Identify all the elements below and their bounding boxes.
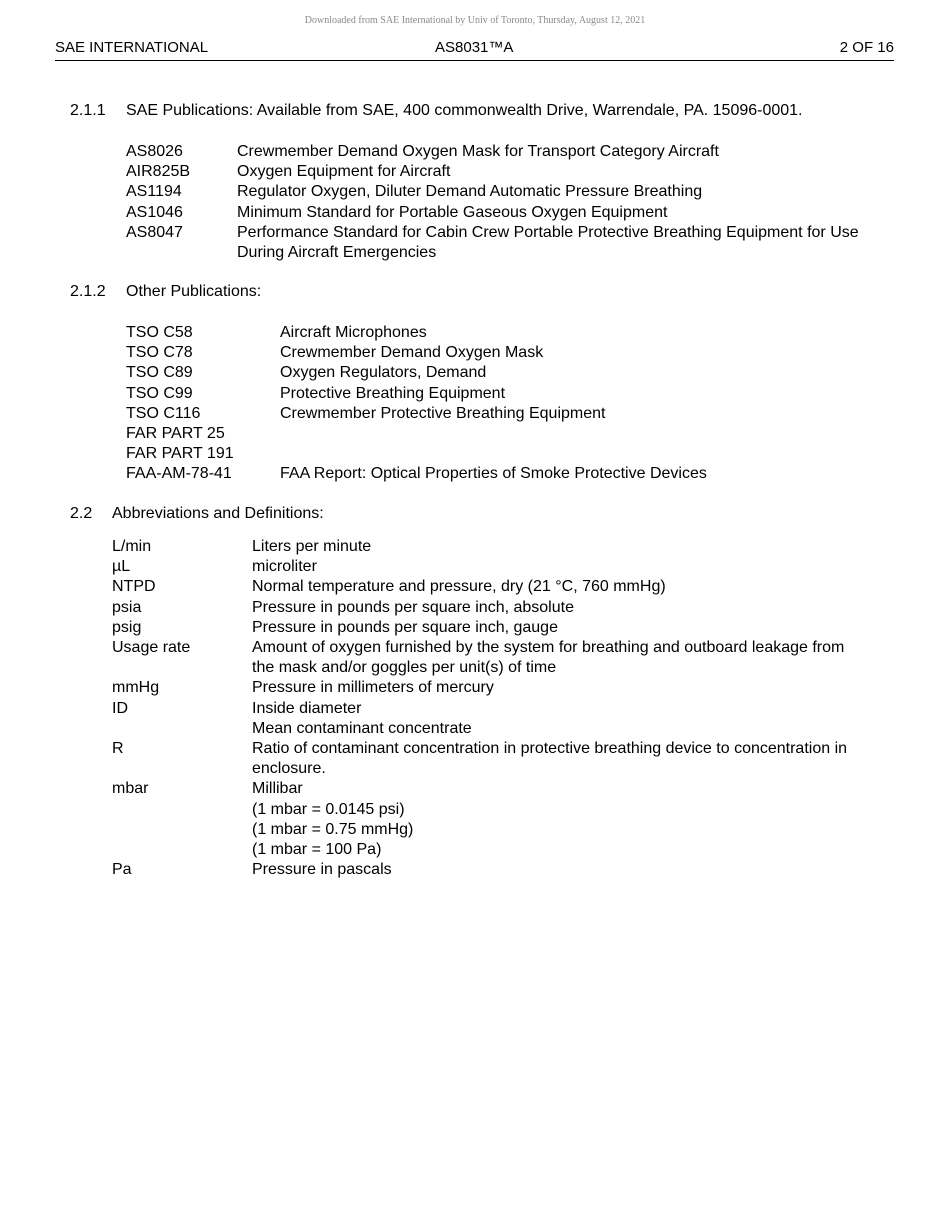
publication-code: TSO C89: [126, 364, 193, 382]
publication-title: Crewmember Protective Breathing Equipment: [280, 404, 606, 422]
publication-code: FAA-AM-78-41: [126, 465, 232, 483]
sae-publications-list: [126, 142, 866, 263]
definition-row: [112, 618, 868, 638]
list-item: [126, 424, 866, 444]
list-item: [126, 223, 866, 263]
abbreviation-definition: Inside diameter: [252, 699, 362, 717]
publication-title: Crewmember Demand Oxygen Mask: [280, 344, 544, 362]
definition-row: [112, 638, 868, 678]
page-header: [55, 38, 894, 61]
list-item: [126, 363, 866, 383]
abbreviation-term: mmHg: [112, 679, 160, 697]
abbreviation-term: NTPD: [112, 578, 156, 596]
list-item: [126, 444, 866, 464]
definition-row: [112, 577, 868, 597]
abbreviation-term: Usage rate: [112, 639, 191, 657]
abbreviation-definition: Ratio of contaminant concentration in protective breathing device to concentration in enclosure.: [252, 740, 848, 778]
other-publications-list: [126, 323, 866, 485]
publication-code: TSO C99: [126, 384, 193, 402]
abbreviation-definition: Normal temperature and pressure, dry (21 °C, 760 mmHg): [252, 578, 666, 596]
abbreviation-term: ID: [112, 699, 128, 717]
list-item: [126, 384, 866, 404]
section-title: SAE Publications: Available from SAE, 400 commonwealth Drive, Warrendale, PA. 15096-0001.: [126, 102, 803, 119]
abbreviation-definition: Liters per minute: [252, 538, 372, 555]
abbreviation-term: mbar: [112, 780, 149, 798]
abbreviation-definition: Mean contaminant concentrate: [252, 719, 472, 737]
publication-code: AS8026: [126, 143, 183, 160]
abbreviation-definition: Amount of oxygen furnished by the system for breathing and outboard leakage from the mask and/or goggles per unit(s) of time: [252, 639, 845, 677]
section-number: 2.1.1: [70, 102, 106, 119]
section-number: 2.1.2: [70, 283, 106, 300]
list-item: [126, 142, 866, 162]
abbreviation-term: psig: [112, 618, 142, 636]
section-title: Abbreviations and Definitions:: [112, 505, 324, 522]
publication-code: FAR PART 25: [126, 425, 225, 443]
definition-row: [112, 537, 868, 557]
abbreviation-term: Pa: [112, 861, 132, 879]
header-organization: SAE INTERNATIONAL: [55, 39, 209, 56]
definition-row: [112, 840, 868, 860]
publication-title: Aircraft Microphones: [280, 324, 427, 341]
definition-row: [112, 678, 868, 698]
publication-code: AS1194: [126, 183, 182, 201]
publication-code: AIR825B: [126, 163, 191, 181]
abbreviation-definition: Pressure in millimeters of mercury: [252, 679, 494, 697]
section-number: 2.2: [70, 505, 93, 522]
list-item: [126, 464, 866, 484]
abbreviation-term: L/min: [112, 538, 152, 555]
abbreviation-definition: Pressure in pounds per square inch, gauge: [252, 618, 558, 636]
definition-row: [112, 719, 868, 739]
publication-code: TSO C116: [126, 404, 201, 422]
publication-code: TSO C78: [126, 344, 193, 362]
section-title: Other Publications:: [126, 283, 262, 300]
publication-title: Oxygen Equipment for Aircraft: [237, 163, 451, 181]
definition-row: [112, 800, 868, 820]
definition-row: [112, 820, 868, 840]
publication-code: AS8047: [126, 223, 183, 241]
abbreviation-definition: Pressure in pascals: [252, 861, 392, 879]
publication-title: Performance Standard for Cabin Crew Portable Protective Breathing Equipment for Use During Aircraft Emergencies: [237, 223, 859, 262]
publication-code: TSO C58: [126, 324, 193, 341]
abbreviation-term: psia: [112, 598, 142, 616]
definition-row: [112, 699, 868, 719]
list-item: [126, 182, 866, 202]
definition-row: [112, 557, 868, 577]
list-item: [126, 323, 866, 343]
abbreviation-definition: (1 mbar = 100 Pa): [252, 841, 382, 859]
publication-title: FAA Report: Optical Properties of Smoke Protective Devices: [280, 465, 707, 483]
abbreviations-list: [112, 537, 868, 880]
list-item: [126, 162, 866, 182]
definition-row: [112, 779, 868, 799]
list-item: [126, 343, 866, 363]
publication-title: Minimum Standard for Portable Gaseous Oxygen Equipment: [237, 203, 668, 221]
download-watermark: Downloaded from SAE International by Univ of Toronto, Thursday, August 12, 2021: [304, 15, 646, 26]
publication-code: AS1046: [126, 203, 183, 221]
abbreviation-definition: (1 mbar = 0.0145 psi): [252, 800, 405, 818]
definition-row: [112, 739, 868, 779]
publication-code: FAR PART 191: [126, 445, 234, 463]
header-document-number: AS8031™A: [435, 39, 514, 56]
abbreviation-definition: Pressure in pounds per square inch, absolute: [252, 598, 574, 616]
header-page-number: 2 OF 16: [839, 39, 894, 56]
publication-title: Regulator Oxygen, Diluter Demand Automatic Pressure Breathing: [237, 183, 703, 201]
abbreviation-term: µL: [112, 558, 131, 576]
abbreviation-term: R: [112, 740, 124, 758]
definition-row: [112, 860, 868, 880]
abbreviation-definition: (1 mbar = 0.75 mmHg): [252, 820, 414, 838]
list-item: [126, 203, 866, 223]
list-item: [126, 404, 866, 424]
abbreviation-definition: microliter: [252, 558, 317, 576]
publication-title: Oxygen Regulators, Demand: [280, 364, 487, 382]
publication-title: Crewmember Demand Oxygen Mask for Transport Category Aircraft: [237, 143, 719, 160]
publication-title: Protective Breathing Equipment: [280, 384, 506, 402]
abbreviation-definition: Millibar: [252, 780, 303, 798]
definition-row: [112, 598, 868, 618]
